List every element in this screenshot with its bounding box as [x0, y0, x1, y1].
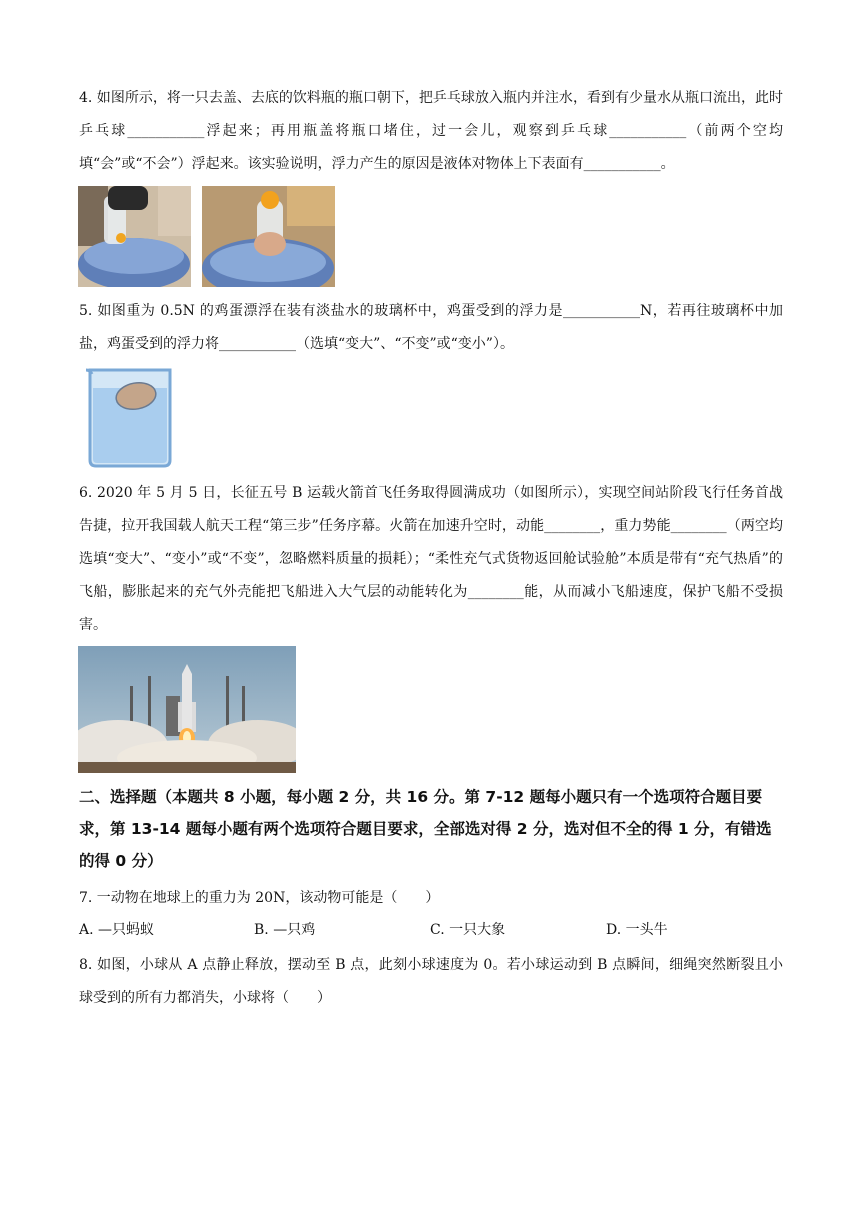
question-5-text: 5. 如图重为 0.5N 的鸡蛋漂浮在装有淡盐水的玻璃杯中，鸡蛋受到的浮力是___________N，若再往玻璃杯中加盐，鸡蛋受到的浮力将___________（选填“变大”、“不变”或“变小”）。 [79, 303, 783, 352]
question-6-text: 6. 2020 年 5 月 5 日，长征五号 B 运载火箭首飞任务取得圆满成功（如图所示），实现空间站阶段飞行任务首战告捷，拉开我国载人航天工程“第三步”任务序幕。火箭在加速升空时，动能________，重力势能________（两空均选填“变大”、“变小”或“不变”，忽略燃料质量的损耗）；“柔性充气式货物返回舱试验舱”本质是带有“充气热盾”的飞船，膨胀起来的充气外壳能把飞船进入大气层的动能转化为________能，从而减小飞船速度，保护飞船不受损害。 [79, 485, 783, 633]
question-7-text: 7. 一动物在地球上的重力为 20N，该动物可能是（ ） [79, 890, 440, 906]
q4-photo-right [202, 186, 335, 287]
q7-option-d: D. 一头牛 [606, 922, 668, 938]
q7-option-a: A. —只蚂蚁 [79, 922, 155, 938]
question-8-text: 8. 如图，小球从 A 点静止释放，摆动至 B 点，此刻小球速度为 0。若小球运动到 B 点瞬间，细绳突然断裂且小球受到的所有力都消失，小球将（ ） [79, 957, 783, 1006]
section-2-heading: 二、选择题（本题共 8 小题，每小题 2 分，共 16 分。第 7-12 题每小题只有一个选项符合题目要求，第 13-14 题每小题有两个选项符合题目要求，全部选对得 2 分，选对但不全的得 1 分，有错选的得 0 分） [79, 788, 772, 870]
question-4-text: 4. 如图所示，将一只去盖、去底的饮料瓶的瓶口朝下，把乒乓球放入瓶内并注水，看到有少量水从瓶口流出，此时乒乓球___________浮起来；再用瓶盖将瓶口堵住，过一会儿，观察到乒乓球___________（前两个空均填“会”或“不会”）浮起来。该实验说明，浮力产生的原因是液体对物体上下表面有___________。 [79, 90, 783, 172]
q7-option-b: B. —只鸡 [254, 922, 316, 938]
q6-rocket-photo [78, 646, 296, 773]
q7-option-c: C. 一只大象 [430, 922, 506, 938]
q4-photo-left [78, 186, 191, 287]
q5-beaker-figure [84, 366, 174, 470]
